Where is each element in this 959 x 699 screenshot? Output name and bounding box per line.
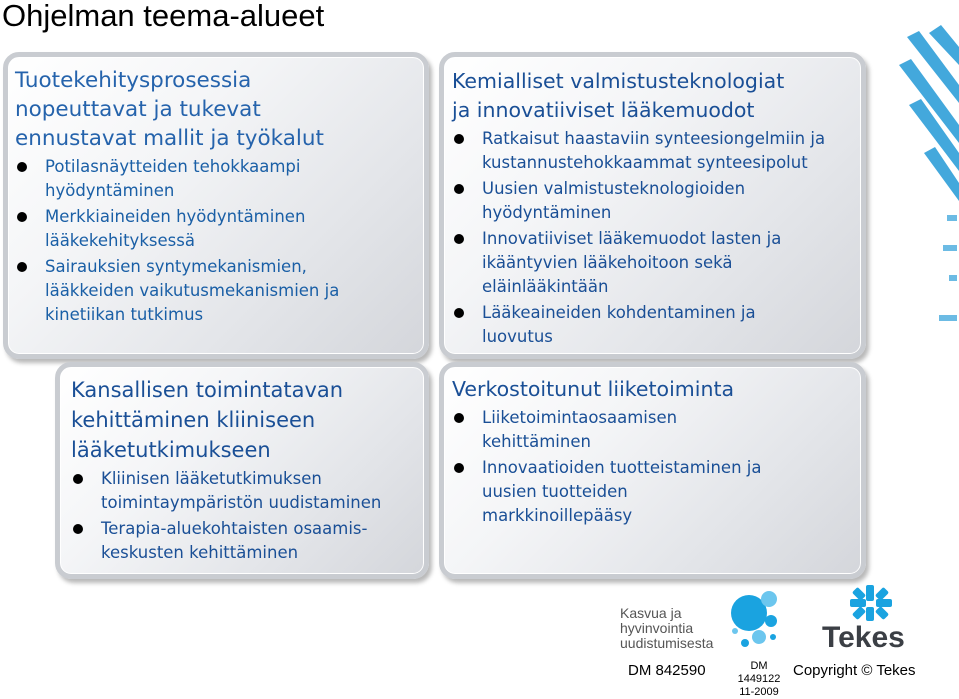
item-line: kustannustehokkaammat synteesipolut — [482, 153, 808, 172]
heading-line: ennustavat mallit ja työkalut — [15, 126, 324, 151]
tekes-star-icon — [850, 585, 892, 621]
heading-line: Verkostoitunut liiketoiminta — [452, 377, 735, 401]
bullet-icon — [73, 474, 83, 484]
theme-box-manufacturing-technologies — [439, 52, 866, 359]
theme-box-networked-business — [439, 362, 866, 579]
heading-line: Kansallisen toimintatavan — [71, 378, 344, 402]
list-item — [452, 301, 853, 349]
list-item — [15, 255, 414, 327]
item-line: lääkekehityksessä — [45, 231, 195, 250]
heading-line: ja innovatiiviset lääkemuodot — [452, 98, 755, 122]
bullet-icon — [17, 262, 27, 272]
tekes-logo — [820, 585, 920, 651]
dm-line: 11-2009 — [739, 686, 779, 698]
item-line: Sairauksien syntymekanismien, — [45, 257, 307, 276]
list-item — [15, 155, 414, 203]
item-line: kehittäminen — [482, 432, 591, 451]
list-item — [452, 177, 853, 225]
bullet-icon — [454, 134, 464, 144]
slide-title: Ohjelman teema-alueet — [2, 0, 325, 33]
dm-line: 1449122 — [737, 673, 781, 685]
bullet-icon — [454, 234, 464, 244]
item-line: Merkkiaineiden hyödyntäminen — [45, 207, 306, 226]
item-line: Potilasnäytteiden tehokkaampi — [45, 157, 301, 176]
item-line: eläinlääkintään — [482, 277, 609, 296]
bullet-icon — [73, 524, 83, 534]
heading-line: nopeuttavat ja tukevat — [15, 97, 261, 122]
item-line: Lääkeaineiden kohdentaminen ja — [482, 303, 756, 322]
item-line: Kliinisen lääketutkimuksen — [101, 469, 322, 488]
list-item — [452, 406, 853, 454]
tagline-line: hyvinvointia — [620, 620, 694, 636]
list-item — [71, 467, 416, 515]
bullet-icon — [454, 308, 464, 318]
item-line: lääkkeiden vaikutusmekanismien ja — [45, 281, 340, 300]
item-line: hyödyntäminen — [45, 181, 175, 200]
dm-line: DM — [750, 660, 768, 672]
decorative-stripes — [869, 25, 959, 355]
heading-line: Tuotekehitysprosessia — [15, 68, 252, 93]
list-item — [452, 127, 853, 175]
item-line: markkinoillepääsy — [482, 506, 633, 525]
item-line: Innovaatioiden tuotteistaminen ja — [482, 458, 762, 477]
list-item — [452, 456, 853, 528]
box-heading — [452, 67, 853, 125]
theme-box-predictive-models — [3, 52, 429, 359]
bullet-icon — [17, 162, 27, 172]
list-item — [15, 205, 414, 253]
item-line: Ratkaisut haastaviin synteesiongelmiin ja — [482, 129, 826, 148]
item-line: Liiketoimintaosaamisen — [482, 408, 678, 427]
tagline-line: uudistumisesta — [620, 635, 714, 651]
box-heading — [71, 375, 416, 465]
dm-stamp — [733, 660, 785, 699]
item-line: kinetiikan tutkimus — [45, 305, 204, 324]
item-line: toimintaympäristön uudistaminen — [101, 493, 382, 512]
tagline-line: Kasvua ja — [620, 605, 682, 621]
box-heading — [452, 375, 853, 404]
item-line: hyödyntäminen — [482, 203, 612, 222]
list-item — [71, 517, 416, 565]
item-line: luovutus — [482, 327, 553, 346]
item-line: Uusien valmistusteknologioiden — [482, 179, 746, 198]
item-line: ikääntyvien lääkehoitoon sekä — [482, 253, 733, 272]
bullet-icon — [454, 463, 464, 473]
heading-line: Kemialliset valmistusteknologiat — [452, 69, 785, 93]
bullet-icon — [454, 184, 464, 194]
theme-box-clinical-research — [55, 362, 429, 579]
list-item — [452, 227, 853, 299]
item-line: Terapia-aluekohtaisten osaamis- — [101, 519, 368, 538]
document-code: DM 842590 — [628, 662, 706, 679]
heading-line: kehittäminen kliiniseen — [71, 408, 316, 432]
footer-tagline — [620, 606, 730, 651]
bullet-icon — [454, 413, 464, 423]
item-line: Innovatiiviset lääkemuodot lasten ja — [482, 229, 782, 248]
heading-line: lääketutkimukseen — [71, 438, 271, 462]
box-heading — [15, 66, 414, 153]
item-line: uusien tuotteiden — [482, 482, 628, 501]
bullet-icon — [17, 212, 27, 222]
bubbles-logo-icon — [727, 585, 782, 655]
item-line: keskusten kehittäminen — [101, 543, 299, 562]
copyright-text: Copyright © Tekes — [793, 662, 916, 679]
tekes-logo-text: Tekes — [822, 621, 905, 651]
